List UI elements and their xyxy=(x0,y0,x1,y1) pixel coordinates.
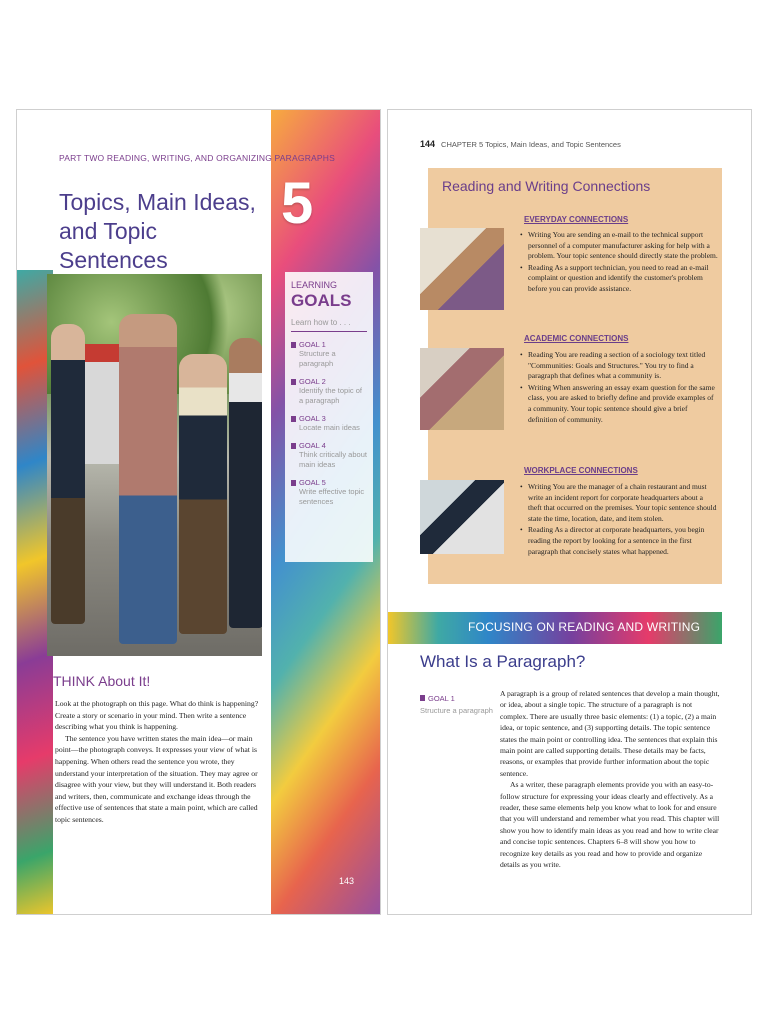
think-about-it-body xyxy=(55,698,265,826)
goal-item xyxy=(291,414,367,433)
paragraph-body xyxy=(500,688,722,871)
goal-label: GOAL 5 xyxy=(299,478,326,487)
section-title: What Is a Paragraph? xyxy=(420,652,586,671)
goal-item xyxy=(291,441,367,470)
rw-connections-title: Reading and Writing Connections xyxy=(442,178,651,194)
goal-bullet-icon xyxy=(291,379,296,385)
body-paragraph-2: As a writer, these paragraph elements provide you with an easy-to-follow structure for expressing your ideas clearly and effectively. As a reader, these same elements help you know what to look for and ensure that you will understand and remember what you read. This chapter will show you how to identify main ideas as you read and how to write clear and concise topic sentences. Chapters 6–8 will show you how to recognize key details as you read and how to provide and organize details as you write. xyxy=(500,780,720,870)
right-page xyxy=(387,109,752,915)
goal-item xyxy=(291,340,367,369)
list-item: • Reading As a support technician, you need to read an e-mail complaint or question and identify the customer's problem before you can provide assistance. xyxy=(520,263,718,295)
think-paragraph-2: The sentence you have written states the main idea—or main point—the photograph conveys. It expresses your view of what is happening. When others read the sentence you wrote, they understand your interpretation of the situation. They may agree or disagree with your view, but they will understand it. Both readers and writers, then, communicate and exchange ideas through the effective use of sentences that state a main point, which are called topic sentences. xyxy=(55,733,258,824)
goal-text: Write effective topic sentences xyxy=(299,487,365,506)
learning-goals-box xyxy=(285,272,373,562)
focus-band-title: FOCUSING ON READING AND WRITING xyxy=(468,620,701,634)
goal-label: GOAL 2 xyxy=(299,377,326,386)
goal-text: Structure a paragraph xyxy=(299,349,336,368)
goal-bullet-icon xyxy=(291,443,296,449)
page-number-left: 143 xyxy=(339,876,355,886)
running-head-title: CHAPTER 5 Topics, Main Ideas, and Topic Sentences xyxy=(441,140,621,149)
list-item: • Writing When answering an essay exam question for the same class, you are asked to briefly define and provide examples of a community. Your topic sentence should give a brief definition of community. xyxy=(520,383,718,425)
academic-connections-photo xyxy=(420,348,504,430)
everyday-connections-list xyxy=(520,230,718,296)
workplace-connections-list xyxy=(520,482,718,558)
focus-band xyxy=(388,612,722,644)
side-goal xyxy=(420,688,494,715)
goal-text: Identify the topic of a paragraph xyxy=(299,386,362,405)
chapter-number: 5 xyxy=(281,171,314,236)
workplace-connections-heading: WORKPLACE CONNECTIONS xyxy=(524,466,638,475)
everyday-connections-photo xyxy=(420,228,504,310)
page-number-right: 144 xyxy=(420,139,436,149)
goal-text: Locate main ideas xyxy=(299,423,360,432)
list-item: • Writing You are the manager of a chain restaurant and must write an incident report for corporate headquarters about a theft that occurred on the premises. Your topic sentence should state the time, location, date, and item stolen. xyxy=(520,482,718,524)
goal-text: Think critically about main ideas xyxy=(299,450,367,469)
body-paragraph-1: A paragraph is a group of related sentences that develop a main thought, or idea, about a single topic. The structure of a paragraph is not complex. There are usually three basic elements: (1) a topic, (2) a main idea, or topic sentence, and (3) supporting details. The topic sentence states the main point or controlling idea. The sentences that explain this main point are called supporting details. These details may be facts, reasons, or examples that provide further information about the topic sentence. xyxy=(500,689,720,778)
everyday-connections-heading: EVERYDAY CONNECTIONS xyxy=(524,215,629,224)
think-paragraph-1: Look at the photograph on this page. What do think is happening? Create a story or scenario in your mind. Then write a sentence describing what you think is happening. xyxy=(55,699,259,732)
goal-bullet-icon xyxy=(420,695,425,701)
list-item: • Reading As a director at corporate headquarters, you begin reading the report by looking for a sentence in the first paragraph that concisely states what happened. xyxy=(520,525,718,557)
goal-bullet-icon xyxy=(291,416,296,422)
learning-goals-heading-top: LEARNING xyxy=(291,280,338,290)
goal-bullet-icon xyxy=(291,342,296,348)
workplace-connections-photo xyxy=(420,480,504,554)
list-item: • Reading You are reading a section of a sociology text titled "Communities: Goals and Structures." You try to find a paragraph that defines what a community is. xyxy=(520,350,718,382)
learning-goals-sub: Learn how to . . . xyxy=(291,318,367,332)
goal-item xyxy=(291,478,367,507)
goal-label: GOAL 3 xyxy=(299,414,326,423)
left-page xyxy=(16,109,381,915)
think-about-it-title: THINK About It! xyxy=(53,673,151,689)
academic-connections-list xyxy=(520,350,718,426)
goal-bullet-icon xyxy=(291,480,296,486)
part-title: PART TWO READING, WRITING, AND ORGANIZING PARAGRAPHS xyxy=(59,153,335,163)
list-item: • Writing You are sending an e-mail to the technical support personnel of a computer manufacturer asking for help with a problem. Your topic sentence should directly state the problem. xyxy=(520,230,718,262)
reading-writing-connections-box xyxy=(428,168,722,584)
goal-label: GOAL 1 xyxy=(299,340,326,349)
running-head xyxy=(420,139,621,149)
learning-goals-heading: GOALS xyxy=(291,291,352,310)
side-goal-label: GOAL 1 xyxy=(428,694,455,703)
goal-item xyxy=(291,377,367,406)
chapter-photo xyxy=(47,274,262,656)
side-goal-text: Structure a paragraph xyxy=(420,706,493,715)
chapter-title: Topics, Main Ideas, and Topic Sentences xyxy=(59,189,256,273)
goal-label: GOAL 4 xyxy=(299,441,326,450)
academic-connections-heading: ACADEMIC CONNECTIONS xyxy=(524,334,629,343)
